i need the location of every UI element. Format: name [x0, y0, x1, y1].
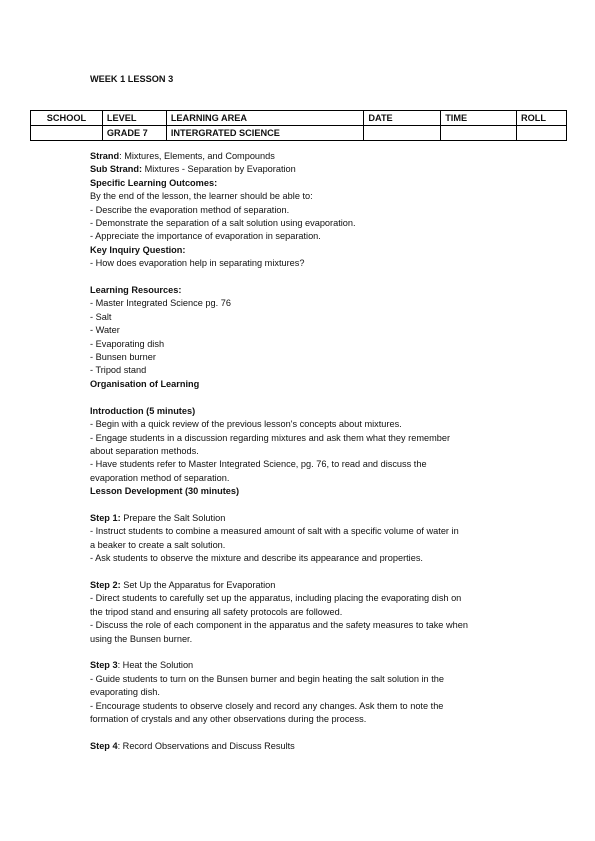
development-heading	[90, 485, 510, 498]
step2-line: using the Bunsen burner.	[90, 633, 193, 644]
outcomes-intro: By the end of the lesson, the learner should be able to:	[90, 191, 313, 202]
outcomes-heading-text: Specific Learning Outcomes:	[90, 177, 218, 188]
step1-line: a beaker to create a salt solution.	[90, 539, 226, 550]
step1-line: - Ask students to observe the mixture and describe its appearance and properties.	[90, 553, 423, 564]
development-heading-text: Lesson Development (30 minutes)	[90, 486, 240, 497]
intro-line: - Have students refer to Master Integrated Science, pg. 76, to read and discuss the	[90, 459, 427, 470]
header-time: TIME	[441, 111, 517, 126]
intro-line: - Begin with a quick review of the previous lesson's concepts about mixtures.	[90, 419, 402, 430]
resources-heading-text: Learning Resources:	[90, 285, 182, 296]
step3-heading	[90, 659, 510, 672]
outcomes-heading	[90, 177, 510, 190]
list-item: - Appreciate the importance of evaporation in separation.	[90, 231, 321, 242]
lesson-title: WEEK 1 LESSON 3	[90, 74, 174, 84]
list-item: - Salt	[90, 311, 112, 322]
sub-strand-line	[90, 163, 510, 176]
step2-line: the tripod stand and ensuring all safety protocols are followed.	[90, 606, 343, 617]
step4-title: : Record Observations and Discuss Results	[117, 740, 295, 751]
table-row	[31, 126, 567, 141]
step4-heading	[90, 740, 510, 753]
list-item: - Tripod stand	[90, 365, 147, 376]
inquiry-heading	[90, 244, 510, 257]
step1-label: Step 1:	[90, 512, 121, 523]
sub-strand-text: Mixtures - Separation by Evaporation	[142, 164, 296, 175]
introduction-heading	[90, 405, 510, 418]
cell-school	[31, 126, 103, 141]
step3-line: - Encourage students to observe closely and record any changes. Ask them to note the	[90, 700, 444, 711]
step3-line: evaporating dish.	[90, 687, 160, 698]
cell-time	[441, 126, 517, 141]
step1-heading	[90, 512, 510, 525]
strand-label: Strand	[90, 151, 120, 161]
list-item: - Demonstrate the separation of a salt solution using evaporation.	[90, 218, 356, 229]
intro-line: - Engage students in a discussion regarding mixtures and ask them what they remember	[90, 432, 451, 443]
list-item: - Master Integrated Science pg. 76	[90, 298, 231, 309]
strand-text: : Mixtures, Elements, and Compounds	[119, 151, 275, 161]
lesson-content	[90, 150, 510, 753]
strand-line	[90, 150, 510, 163]
step3-title: : Heat the Solution	[117, 660, 194, 671]
cell-roll	[517, 126, 567, 141]
introduction-heading-text: Introduction (5 minutes)	[90, 405, 196, 416]
intro-line: about separation methods.	[90, 445, 199, 456]
cell-learning-area: INTERGRATED SCIENCE	[166, 126, 364, 141]
step1-line: - Instruct students to combine a measured amount of salt with a specific volume of water in	[90, 526, 459, 537]
list-item: - Bunsen burner	[90, 352, 156, 363]
list-item: - Describe the evaporation method of separation.	[90, 204, 290, 215]
step3-line: - Guide students to turn on the Bunsen burner and begin heating the salt solution in the	[90, 673, 444, 684]
list-item: - Water	[90, 325, 120, 336]
resources-heading	[90, 284, 510, 297]
step2-line: - Direct students to carefully set up the apparatus, including placing the evaporating dish on	[90, 593, 462, 604]
list-item: - Evaporating dish	[90, 338, 165, 349]
cell-date	[364, 126, 441, 141]
table-header-row	[31, 111, 567, 126]
cell-level: GRADE 7	[102, 126, 166, 141]
step2-line: - Discuss the role of each component in the apparatus and the safety measures to take when	[90, 620, 468, 631]
header-learning-area: LEARNING AREA	[166, 111, 364, 126]
step4-label: Step 4	[90, 740, 118, 751]
sub-strand-label: Sub Strand:	[90, 164, 143, 175]
step3-line: formation of crystals and any other observations during the process.	[90, 713, 367, 724]
step2-heading	[90, 579, 510, 592]
header-school: SCHOOL	[31, 111, 103, 126]
lesson-info-table	[30, 110, 567, 141]
step2-title: Set Up the Apparatus for Evaporation	[120, 579, 276, 590]
list-item: - How does evaporation help in separating mixtures?	[90, 258, 305, 269]
inquiry-heading-text: Key Inquiry Question:	[90, 244, 186, 255]
step2-label: Step 2:	[90, 579, 121, 590]
header-level: LEVEL	[102, 111, 166, 126]
step1-title: Prepare the Salt Solution	[120, 512, 226, 523]
header-date: DATE	[364, 111, 441, 126]
intro-line: evaporation method of separation.	[90, 472, 230, 483]
organisation-heading-text: Organisation of Learning	[90, 378, 200, 389]
header-roll: ROLL	[517, 111, 567, 126]
step3-label: Step 3	[90, 660, 118, 671]
organisation-heading	[90, 378, 510, 391]
